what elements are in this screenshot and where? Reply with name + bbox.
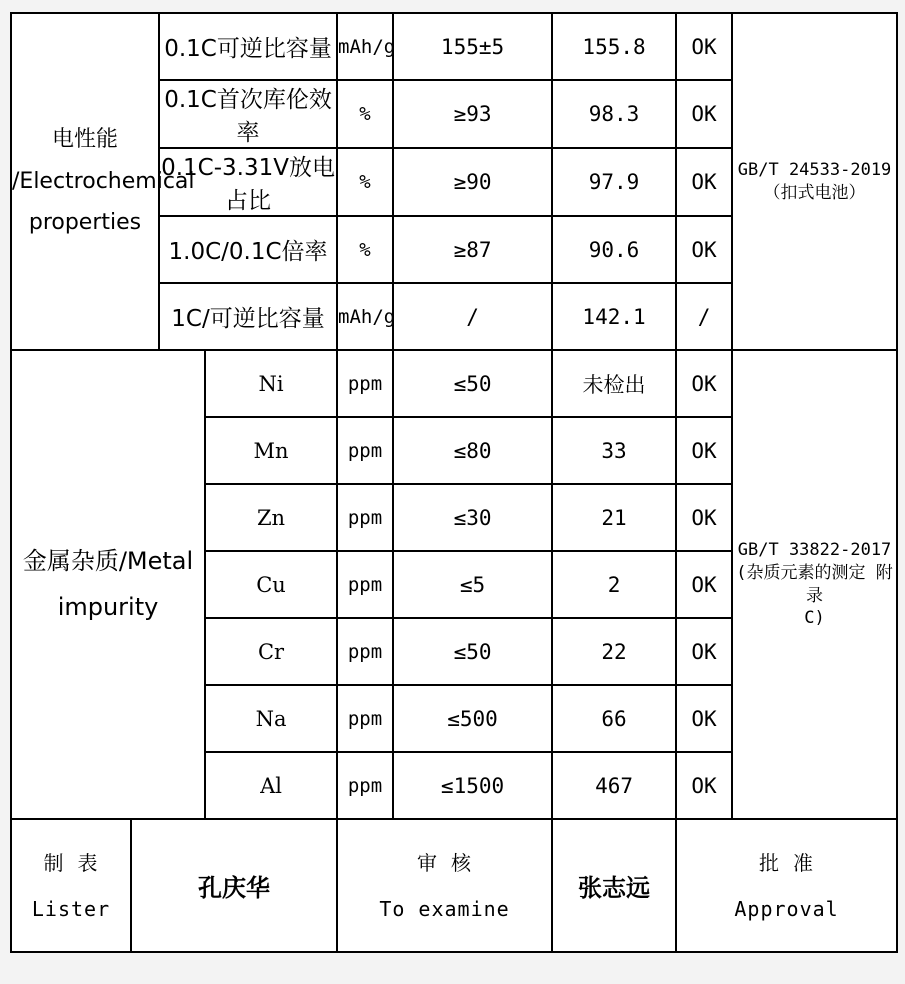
- spec-cell: ≤50: [393, 618, 552, 685]
- result-cell: 90.6: [552, 216, 676, 283]
- result-cell: 未检出: [552, 350, 676, 417]
- judge-cell: OK: [676, 752, 732, 819]
- result-cell: 66: [552, 685, 676, 752]
- judge-cell: OK: [676, 685, 732, 752]
- judge-cell: OK: [676, 216, 732, 283]
- examine-name: 张志远: [552, 819, 676, 952]
- judge-cell: OK: [676, 80, 732, 148]
- item-cell: 1C/可逆比容量: [159, 283, 337, 350]
- element-cell: Ni: [205, 350, 337, 417]
- result-cell: 98.3: [552, 80, 676, 148]
- judge-cell: OK: [676, 417, 732, 484]
- test-results-table: [10, 12, 898, 953]
- spec-cell: ≤50: [393, 350, 552, 417]
- item-cell: 0.1C首次库伦效率: [159, 80, 337, 148]
- item-cell: 0.1C可逆比容量: [159, 13, 337, 80]
- judge-cell: OK: [676, 350, 732, 417]
- signature-row: [11, 819, 897, 952]
- judge-cell: OK: [676, 484, 732, 551]
- spec-cell: ≥93: [393, 80, 552, 148]
- result-cell: 142.1: [552, 283, 676, 350]
- table-row: [11, 13, 897, 80]
- item-cell: 0.1C-3.31V放电占比: [159, 148, 337, 216]
- result-cell: 155.8: [552, 13, 676, 80]
- standard-metal-impurity: GB/T 33822-2017 (杂质元素的测定 附录 C): [732, 350, 897, 819]
- item-cell: 1.0C/0.1C倍率: [159, 216, 337, 283]
- unit-cell: ppm: [337, 484, 393, 551]
- unit-cell: ppm: [337, 685, 393, 752]
- element-cell: Cr: [205, 618, 337, 685]
- unit-cell: ppm: [337, 752, 393, 819]
- judge-cell: OK: [676, 13, 732, 80]
- lister-name: 孔庆华: [131, 819, 337, 952]
- spec-cell: ≤5: [393, 551, 552, 618]
- spec-cell: ≤1500: [393, 752, 552, 819]
- unit-cell: ppm: [337, 417, 393, 484]
- spec-cell: /: [393, 283, 552, 350]
- spec-cell: ≥90: [393, 148, 552, 216]
- result-cell: 467: [552, 752, 676, 819]
- standard-electrochemical: GB/T 24533-2019 （扣式电池）: [732, 13, 897, 350]
- category-metal-impurity: 金属杂质/Metal impurity: [11, 350, 205, 819]
- spec-cell: 155±5: [393, 13, 552, 80]
- category-electrochemical: 电性能 /Electrochemical properties: [11, 13, 159, 350]
- result-cell: 22: [552, 618, 676, 685]
- unit-cell: %: [337, 148, 393, 216]
- result-cell: 33: [552, 417, 676, 484]
- spec-cell: ≤500: [393, 685, 552, 752]
- element-cell: Zn: [205, 484, 337, 551]
- unit-cell: %: [337, 216, 393, 283]
- element-cell: Mn: [205, 417, 337, 484]
- unit-cell: mAh/g: [337, 283, 393, 350]
- lister-label: 制 表 Lister: [11, 819, 131, 952]
- approval-label: 批 准 Approval: [676, 819, 897, 952]
- result-cell: 2: [552, 551, 676, 618]
- judge-cell: /: [676, 283, 732, 350]
- spec-cell: ≥87: [393, 216, 552, 283]
- judge-cell: OK: [676, 148, 732, 216]
- unit-cell: %: [337, 80, 393, 148]
- unit-cell: ppm: [337, 551, 393, 618]
- result-cell: 97.9: [552, 148, 676, 216]
- result-cell: 21: [552, 484, 676, 551]
- unit-cell: ppm: [337, 618, 393, 685]
- table-row: [11, 350, 897, 417]
- element-cell: Na: [205, 685, 337, 752]
- judge-cell: OK: [676, 618, 732, 685]
- spec-cell: ≤30: [393, 484, 552, 551]
- element-cell: Al: [205, 752, 337, 819]
- spec-cell: ≤80: [393, 417, 552, 484]
- unit-cell: mAh/g: [337, 13, 393, 80]
- element-cell: Cu: [205, 551, 337, 618]
- judge-cell: OK: [676, 551, 732, 618]
- examine-label: 审 核 To examine: [337, 819, 552, 952]
- unit-cell: ppm: [337, 350, 393, 417]
